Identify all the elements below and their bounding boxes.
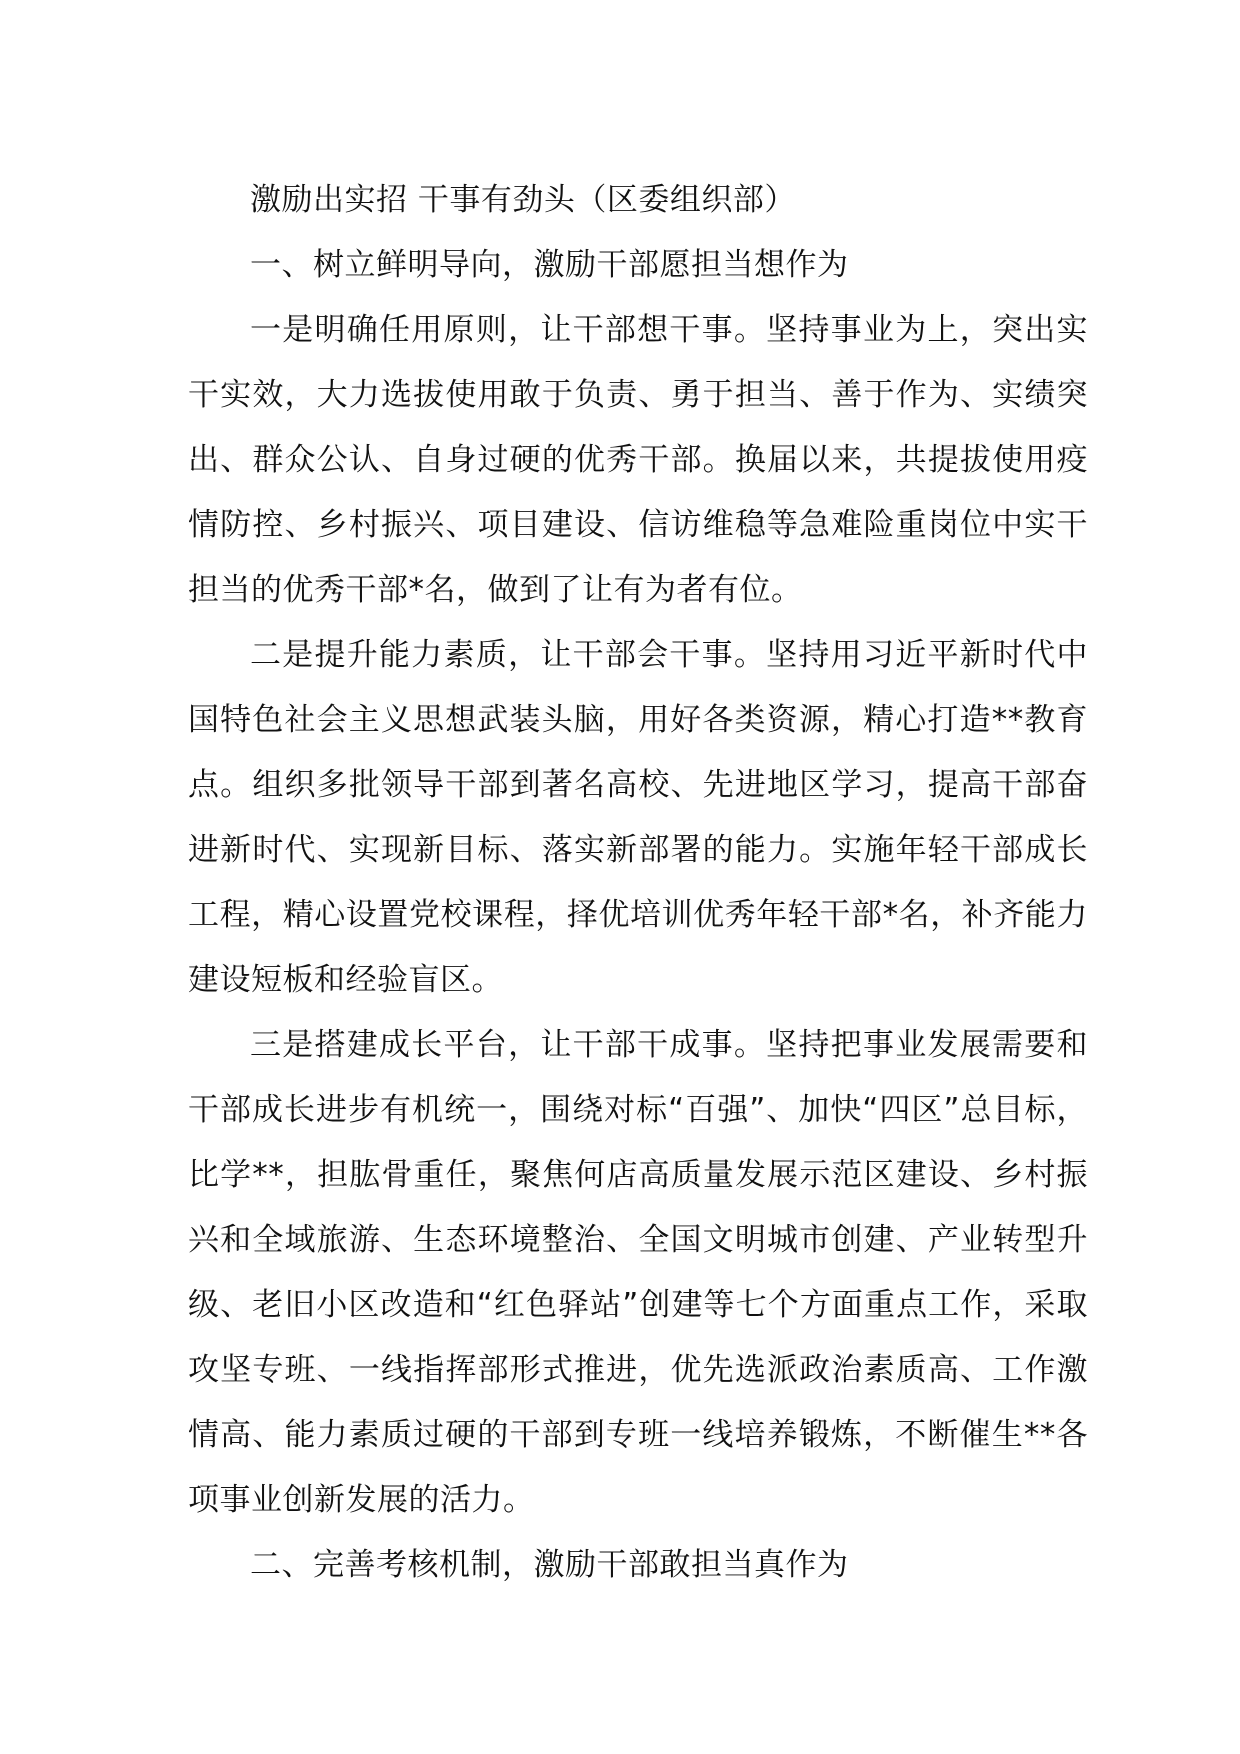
document-title: 激励出实招 干事有劲头（区委组织部） [250,182,796,218]
paragraph-1: 一是明确任用原则，让干部想干事。坚持事业为上，突出实干实效，大力选拔使用敢于负责、勇于担当、善于作为、实绩突出、群众公认、自身过硬的优秀干部。换届以来，共提拔使用疫情防控、乡村振兴、项目建设、信访维稳等急难险重岗位中实干担当的优秀干部*名，做到了让有为者有位。 [188,312,1088,608]
section-heading-1: 一、树立鲜明导向，激励干部愿担当想作为 [250,247,849,283]
paragraph-2: 二是提升能力素质，让干部会干事。坚持用习近平新时代中国特色社会主义思想武装头脑，用好各类资源，精心打造**教育点。组织多批领导干部到著名高校、先进地区学习，提高干部奋进新时代、实现新目标、落实新部署的能力。实施年轻干部成长工程，精心设置党校课程，择优培训优秀年轻干部*名，补齐能力建设短板和经验盲区。 [188,637,1088,998]
document-body [188,168,1088,1598]
section-heading-2: 二、完善考核机制，激励干部敢担当真作为 [250,1547,849,1583]
paragraph-3: 三是搭建成长平台，让干部干成事。坚持把事业发展需要和干部成长进步有机统一，围绕对标“百强”、加快“四区”总目标，比学**，担肱骨重任，聚焦何店高质量发展示范区建设、乡村振兴和全域旅游、生态环境整治、全国文明城市创建、产业转型升级、老旧小区改造和“红色驿站”创建等七个方面重点工作，采取攻坚专班、一线指挥部形式推进，优先选派政治素质高、工作激情高、能力素质过硬的干部到专班一线培养锻炼，不断催生**各项事业创新发展的活力。 [188,1027,1088,1518]
